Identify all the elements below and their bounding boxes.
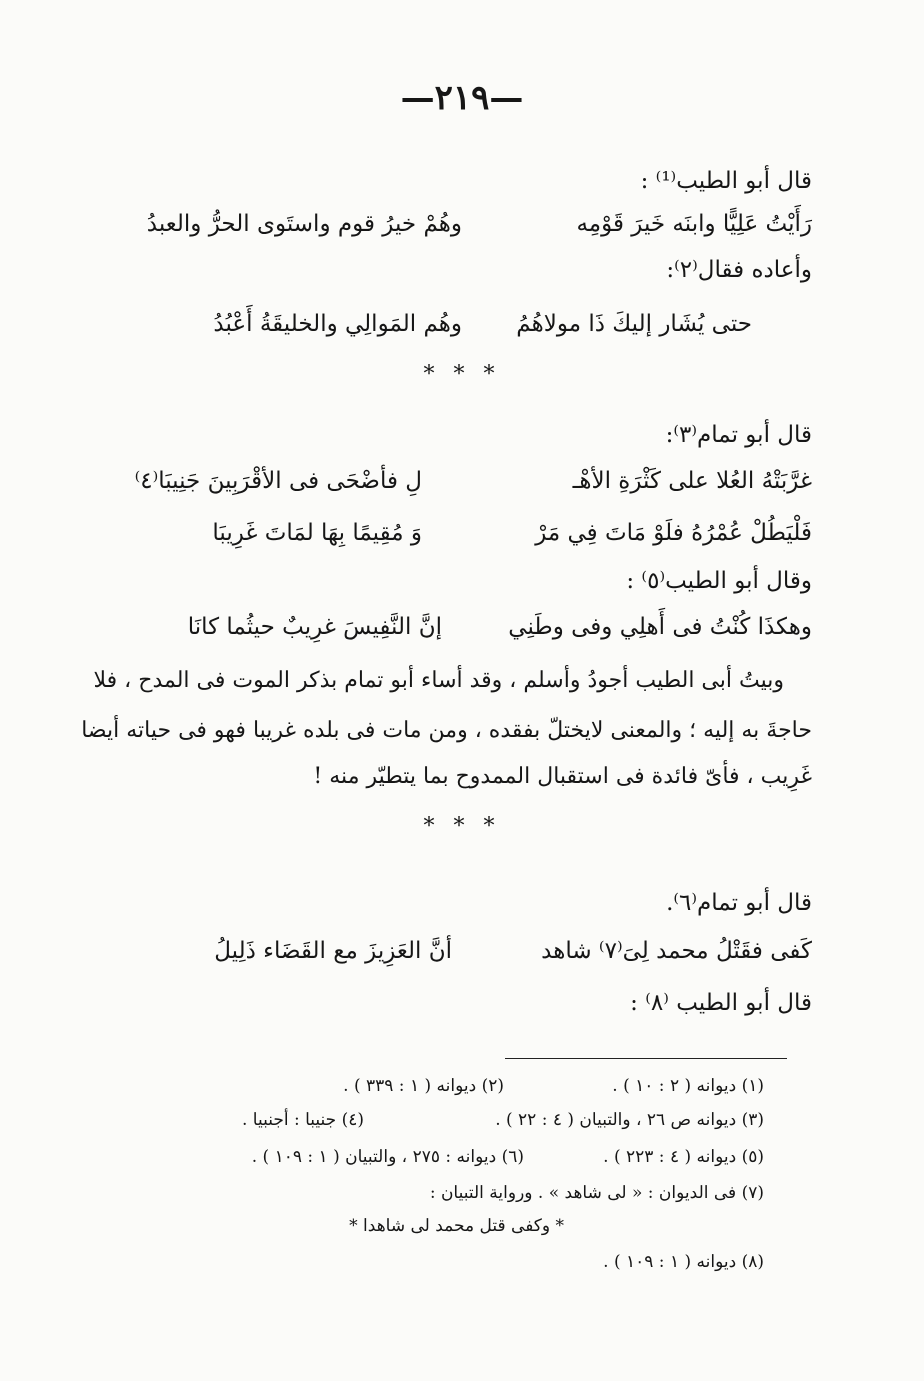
commentary-line-2: حاجةَ به إليه ؛ والمعنى لايختلّ بفقده ، ومن مات فى بلده غريبا فهو فى حياته أيضا [81,718,812,743]
verse-6-first-hemistich: كَفى فقَتْلُ محمد لِىَ⁽٧⁾ شاهد [541,938,812,964]
commentary-line-1: وبيتُ أبى الطيب أجودُ وأسلم ، وقد أساء أبو تمام بذكر الموت فى المدح ، فلا [93,668,784,693]
heading-reprise: وأعاده فقال⁽٢⁾: [666,257,812,283]
verse-1-first-hemistich: رَأَيْتُ عَلِيًّا وابنَه خَيرَ قَوْمِه [576,211,812,237]
verse-5-first-hemistich: وهكذَا كُنْتُ فى أَهلِي وفى وطَنِي [508,614,812,640]
verse-2-second-hemistich: وهُم المَوالِي والخليقَةُ أَعْبُدُ [213,311,462,337]
footnote-7: (٧) فى الديوان : « لى شاهد » . ورواية التبيان : [429,1183,764,1203]
verse-2-first-hemistich: حتى يُشَار إليكَ ذَا مولاهُمُ [516,311,752,337]
section-separator-2: * * * [423,814,501,839]
footnote-5: (٥) ديوانه ( ٤ : ٢٢٣ ) . [603,1147,764,1167]
footnote-7-quote: * وكفى قتل محمد لى شاهدا * [349,1216,564,1236]
heading-abu-tammam-1: قال أبو تمام⁽٣⁾: [665,422,812,448]
verse-4-first-hemistich: فَلْيَطُلْ عُمْرُهُ فلَوْ مَاتَ فِي مَرْ [535,520,812,546]
heading-abu-tammam-2: قال أبو تمام⁽٦⁾. [666,890,812,916]
verse-4-second-hemistich: وَ مُقِيمًا بِهَا لمَاتَ غَرِيبَا [212,520,422,546]
verse-3-second-hemistich: لِ فأضْحَى فى الأقْرَبِينَ جَنِيبَا⁽٤⁾ [134,468,422,494]
heading-abu-tayyib-3: قال أبو الطيب ⁽٨⁾ : [630,990,812,1016]
heading-abu-tayyib-2: وقال أبو الطيب⁽٥⁾ : [626,568,812,594]
page-number: —٢١٩— [400,78,524,118]
heading-abu-tayyib-1: قال أبو الطيب⁽¹⁾ : [640,168,812,194]
footnote-1: (١) ديوانه ( ٢ : ١٠ ) . [612,1076,764,1096]
footnote-6: (٦) ديوانه : ٢٧٥ ، والتبيان ( ١ : ١٠٩ ) . [251,1147,524,1167]
footnote-8: (٨) ديوانه ( ١ : ١٠٩ ) . [603,1252,764,1272]
verse-3-first-hemistich: غرَّبَتْهُ العُلا على كَثْرَةِ الأهْـ [572,468,812,494]
verse-6-second-hemistich: أنَّ العَزِيزَ مع القَضَاء ذَلِيلُ [214,938,452,964]
verse-5-second-hemistich: إنَّ النَّفِيسَ غرِيبٌ حيثُما كانَا [187,614,442,640]
footnote-3: (٣) ديوانه ص ٢٦ ، والتبيان ( ٤ : ٢٢ ) . [495,1110,764,1130]
footnote-rule [505,1058,787,1059]
verse-1-second-hemistich: وهُمْ خيرُ قوم واستَوى الحرُّ والعبدُ [146,211,462,237]
commentary-line-3: غَرِيب ، فأىّ فائدة فى استقبال الممدوح بما يتطيّر منه ! [313,764,812,789]
section-separator: * * * [423,362,501,387]
footnote-2: (٢) ديوانه ( ١ : ٣٣٩ ) . [343,1076,504,1096]
footnote-4: (٤) جنيبا : أجنبيا . [241,1110,364,1130]
